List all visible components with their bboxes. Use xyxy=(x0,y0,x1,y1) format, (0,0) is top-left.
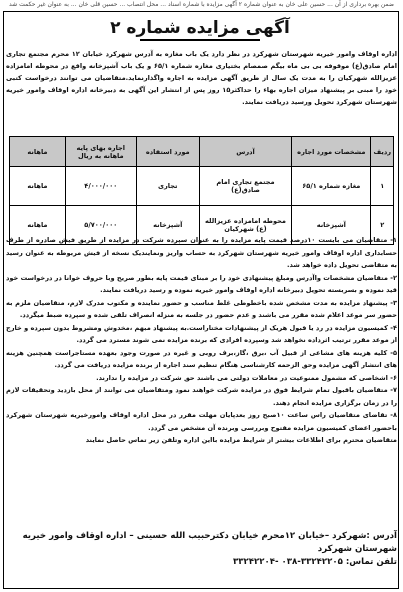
table-header-row xyxy=(10,137,394,167)
cell-period: ماهانه xyxy=(10,206,66,245)
cell-address: محوطه امامزاده عزیزالله (ع) شهرکیان xyxy=(199,206,291,245)
notice-title-box xyxy=(100,14,300,42)
title-underline xyxy=(140,39,260,41)
col-header-row-number: ردیف xyxy=(371,137,394,167)
cell-base-rent: ۴/۰۰۰/۰۰۰ xyxy=(65,167,136,206)
auction-items-table xyxy=(9,136,394,245)
contact-note: متقاضیان محترم برای اطلاعات بیشتر از شرایط مزایده بااین اداره وتلفن زیر تماس حاصل نمایند xyxy=(85,436,397,444)
cell-lease-subject: آشپزخانه xyxy=(292,206,371,245)
condition-item: ۳- پیشنهاد مزایده به مدت مشخص شده باخطوطی غلط مناسب و حضور نماینده و مکتوب مدرک لازم، متقاضیان ملزم به حضور سر موعد اعلام شده مقرر می باشند و عدم حضور در جلسه به منزله انصراف تلقی شده و سپرده ضبط میگردد. xyxy=(6,298,397,319)
condition-item: ۶- اشخاصی که مشمول ممنوعیت در معاملات دولتی می باشند حق شرکت در مزایده را ندارند. xyxy=(96,373,397,382)
cell-usage: آشپزخانه xyxy=(136,206,199,245)
condition-item: ۸- تقاضای متقاضیان راس ساعت ۱۰صبح روز بعدپایان مهلت مقرر در محل اداره اوقاف وامورخیریه شهرستان شهرکرد باحضور اعضای کمیسیون مزایده مفتوح وبررسی وبرنده آن مشخص می گردد. xyxy=(6,411,397,432)
col-header-usage: مورد استفاده xyxy=(136,137,199,167)
header-strip: ضمن بهره برداری از آن ... حسین علی خان به عنوان شماره ۲ آگهی مزایده با شماره اسناد ... محل انتصاب ... حسین قلی خان ... به عنوان غیر حکمت شد xyxy=(9,1,394,8)
condition-item: ۲- متقاضیان مشخصات واآدرس ومبلغ پیشنهادی خود را بر مبنای قیمت پایه بطور صریح وبا حروف خوانا در درخواست خود قید نموده و بسربسته تحویل دبیرخانه اداره اوقاف وامور خیریه نموده و رسید دریافت نمایند. xyxy=(6,273,397,294)
notice-title: آگهی مزایده شماره ۲ xyxy=(110,18,290,38)
footer-contact xyxy=(6,530,397,569)
condition-item: ۷- متقاضیان باقبول تمام شرایط فوق در مزایده شرکت خواهند نمود ومتقاضیان می توانند از محل بازدید وتحقیقات لازم را در زمان برگزاری مزایده انجام دهند. xyxy=(6,386,397,407)
table-row xyxy=(10,167,394,206)
condition-item: ۴- کمیسیون مزایده در رد یا قبول هریک از پیشنهادات مختاراست.به پیشنهاد مبهم ،مخدوش ومشروط بدون سپرده و خارج از موعد مقرر ترتیب اثرداده نخواهد شد وسپرده افرادی که برنده مزایده نمی شوند مسترد می گردد. xyxy=(6,323,397,344)
cell-period: ماهانه xyxy=(10,167,66,206)
cell-base-rent: ۵/۷۰۰/۰۰۰ xyxy=(65,206,136,245)
col-header-base-rent: اجاره بهای پایه ماهانه به ریال xyxy=(65,137,136,167)
cell-usage: تجاری xyxy=(136,167,199,206)
cell-row-number: ۲ xyxy=(371,206,394,245)
col-header-lease-subject: مشخصات مورد اجاره xyxy=(292,137,371,167)
condition-item: ۱- متقاضیان می بایست ۱۰درصد قیمت پایه مزایده را به عنوان سپرده شرکت در مزایده از طریق فیش صادره از طرف حسابداری اداره اوقاف وامور خیریه شهرستان شهرکرد به حساب واریز ونمایندیک نسخه از فیش مربوطه به عنوان رسید به متقاضی تحویل داده خواهد شد. xyxy=(6,236,398,269)
cell-address: مجتمع تجاری امام صادق(ع) xyxy=(199,167,291,206)
cell-lease-subject: مغازه شماره ۶۵/۱ xyxy=(292,167,371,206)
footer-phone: تلفن تماس: ۳۳۲۴۲۲۰۵-۰۳۸ -۳۳۲۴۲۲۰۴ xyxy=(233,557,397,567)
footer-address: آدرس :شهرکرد –خیابان ۱۲محرم خیابان دکترحبیب الله حسینی – اداره اوقاف وامور خیریه شهرستان شهرکرد xyxy=(22,531,397,554)
col-header-address: آدرس xyxy=(199,137,291,167)
conditions-list xyxy=(6,234,397,447)
cell-row-number: ۱ xyxy=(371,167,394,206)
intro-paragraph: اداره اوقاف وامور خیریه شهرستان شهرکرد در نظر دارد یک باب مغازه به آدرس شهرکرد خیابان ۱۲ محرم مجتمع تجاری امام صادق(ع) موقوفه بی بی ماه بیگم صمصام بختیاری مغازه شماره ۶۵/۱ و یک باب آشپزخانه واقع در محوطه امامزاده عزیزالله شهرکیان را به مدت یک سال از طریق آگهی مزایده به اجاره واگذارنماید.متقاضیان می توانند درخواست کتبی خود را مبنی بر پیشنهاد میزان اجاره بهاء را حداکثر۱۵ روز پس از انتشار این آگهی به دبیرخانه اداره اوقاف وامور خیریه شهرستان شهرکرد تحویل ورسید دریافت نمایند. xyxy=(6,50,397,106)
col-header-period: ماهانه xyxy=(10,137,66,167)
condition-item: ۵- کلیه هزینه های مشاعی از قبیل آب ،برق ،گاز،برف روبی و غیره در صورت وجود بعهده مستاجراست همچنین هزینه های انتشار آگهی مزایده وحق الزحمه کارشناسی هنگام تنظیم سند اجاره از برنده مزایده دریافت می گردد. xyxy=(6,348,397,369)
